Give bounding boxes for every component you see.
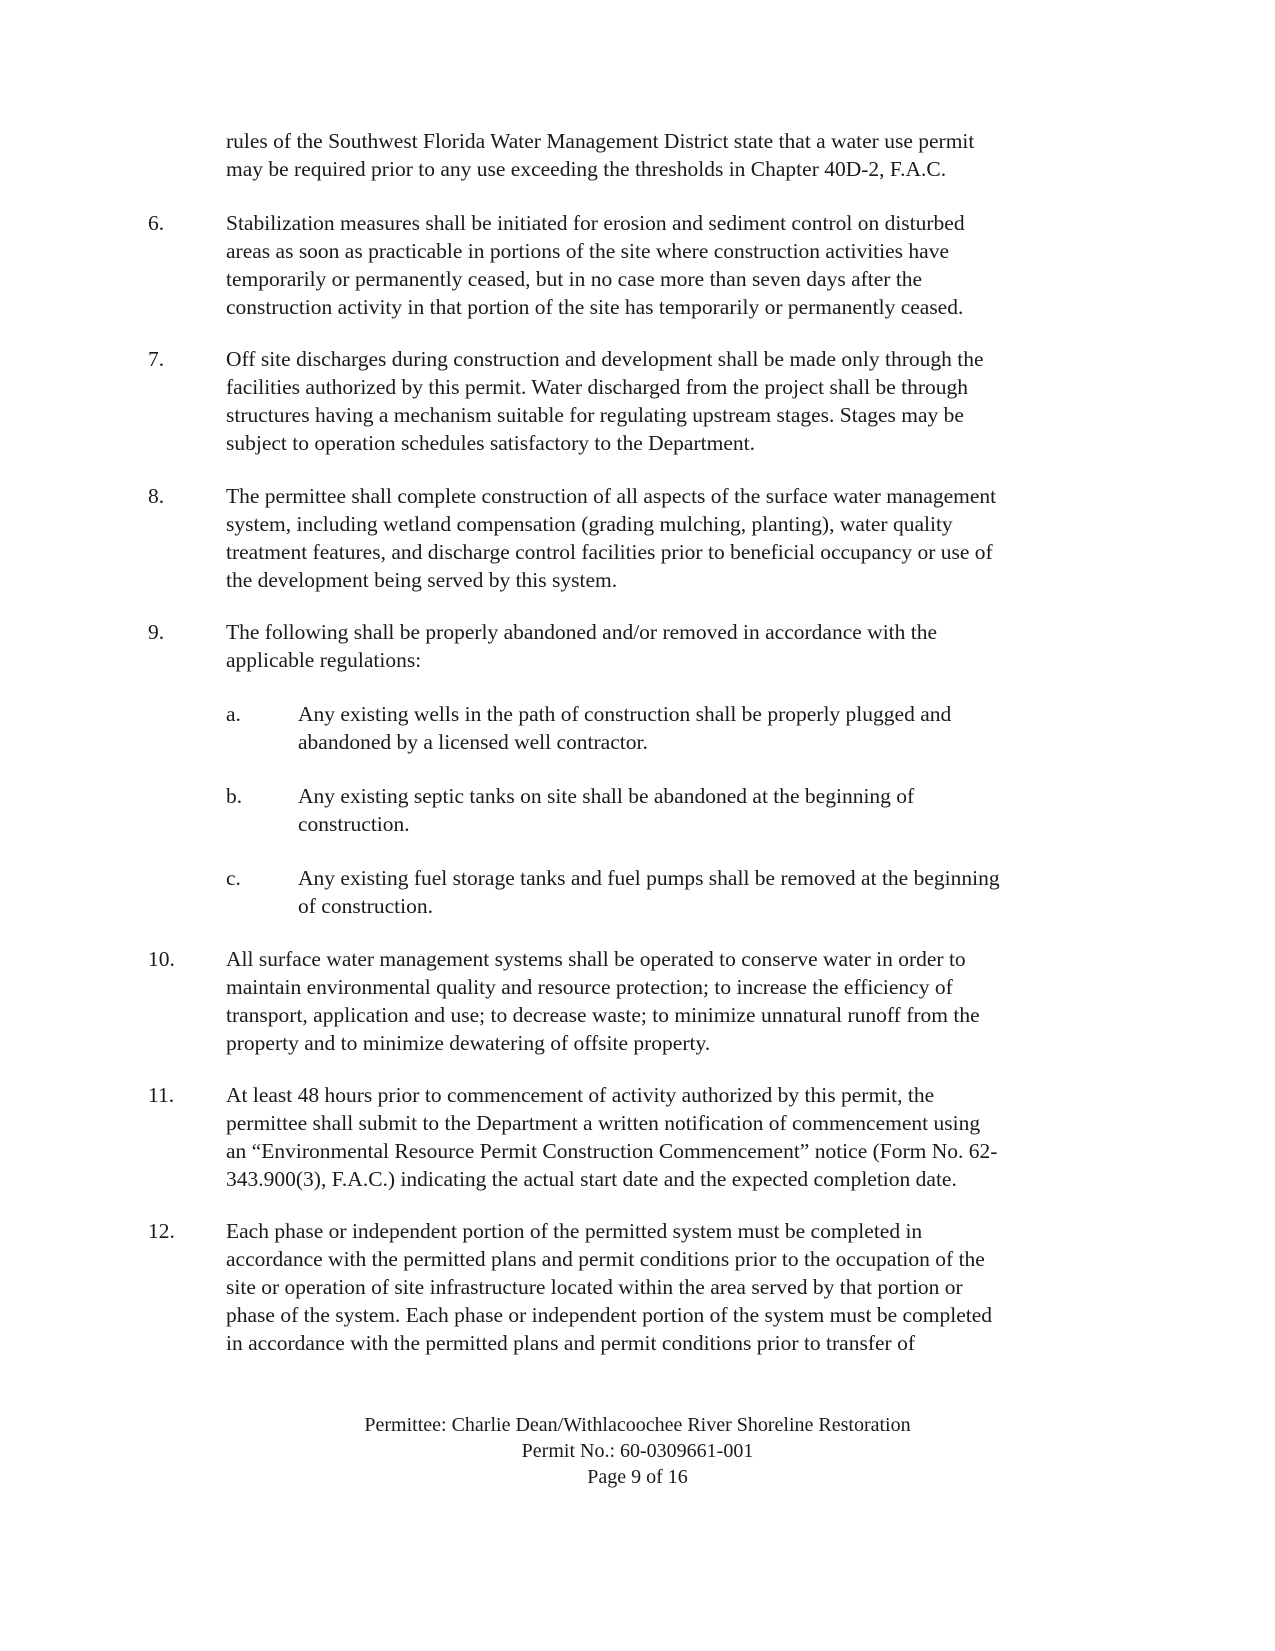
text-line: The permittee shall complete construction of all aspects of the surface water management bbox=[226, 484, 997, 508]
subitem-letter: c. bbox=[226, 866, 241, 890]
text-line: property and to minimize dewatering of offsite property. bbox=[226, 1031, 711, 1055]
text-line: areas as soon as practicable in portions of the site where construction activities have bbox=[226, 239, 949, 263]
text-line: treatment features, and discharge control facilities prior to beneficial occupancy or use of bbox=[226, 540, 993, 564]
item-number: 6. bbox=[148, 211, 165, 235]
text-line: facilities authorized by this permit. Water discharged from the project shall be through bbox=[226, 375, 968, 399]
sub-item-c bbox=[298, 864, 1098, 920]
list-item-6 bbox=[226, 209, 1106, 321]
text-line: abandoned by a licensed well contractor. bbox=[298, 730, 648, 754]
text-line: system, including wetland compensation (grading mulching, planting), water quality bbox=[226, 512, 953, 536]
text-line: Each phase or independent portion of the permitted system must be completed in bbox=[226, 1219, 923, 1243]
text-line: site or operation of site infrastructure located within the area served by that portion or bbox=[226, 1275, 963, 1299]
text-line: transport, application and use; to decrease waste; to minimize unnatural runoff from the bbox=[226, 1003, 980, 1027]
text-line: maintain environmental quality and resource protection; to increase the efficiency of bbox=[226, 975, 953, 999]
text-line: rules of the Southwest Florida Water Management District state that a water use permit bbox=[226, 129, 975, 153]
text-line: The following shall be properly abandoned and/or removed in accordance with the bbox=[226, 620, 938, 644]
item-number: 12. bbox=[148, 1219, 175, 1243]
page-footer bbox=[0, 1412, 1275, 1490]
text-line: in accordance with the permitted plans and permit conditions prior to transfer of bbox=[226, 1331, 915, 1355]
item-number: 7. bbox=[148, 347, 165, 371]
text-line: phase of the system. Each phase or independent portion of the system must be completed bbox=[226, 1303, 993, 1327]
subitem-letter: b. bbox=[226, 784, 243, 808]
sub-item-b bbox=[298, 782, 1098, 838]
text-line: temporarily or permanently ceased, but in no case more than seven days after the bbox=[226, 267, 923, 291]
text-line: subject to operation schedules satisfactory to the Department. bbox=[226, 431, 755, 455]
text-line: an “Environmental Resource Permit Construction Commencement” notice (Form No. 62- bbox=[226, 1139, 998, 1163]
item-number: 11. bbox=[148, 1083, 175, 1107]
text-line: Off site discharges during construction and development shall be made only through the bbox=[226, 347, 984, 371]
list-item-9 bbox=[226, 618, 1106, 674]
text-line: construction. bbox=[298, 812, 410, 836]
text-line: the development being served by this system. bbox=[226, 568, 618, 592]
list-item-7 bbox=[226, 345, 1106, 457]
text-line: construction activity in that portion of the site has temporarily or permanently ceased. bbox=[226, 295, 964, 319]
text-line: 343.900(3), F.A.C.) indicating the actual start date and the expected completion date. bbox=[226, 1167, 957, 1191]
text-line: Any existing wells in the path of construction shall be properly plugged and bbox=[298, 702, 952, 726]
text-line: Any existing septic tanks on site shall be abandoned at the beginning of bbox=[298, 784, 915, 808]
list-item-8 bbox=[226, 482, 1106, 594]
continuation-paragraph bbox=[226, 127, 1106, 183]
text-line: accordance with the permitted plans and permit conditions prior to the occupation of the bbox=[226, 1247, 985, 1271]
text-line: applicable regulations: bbox=[226, 648, 422, 672]
text-line: permittee shall submit to the Department a written notification of commencement using bbox=[226, 1111, 981, 1135]
text-line: All surface water management systems shall be operated to conserve water in order to bbox=[226, 947, 966, 971]
item-number: 10. bbox=[148, 947, 175, 971]
footer-permit-number: Permit No.: 60-0309661-001 bbox=[521, 1440, 754, 1462]
footer-permittee: Permittee: Charlie Dean/Withlacoochee River Shoreline Restoration bbox=[364, 1414, 911, 1436]
item-number: 9. bbox=[148, 620, 165, 644]
list-item-11 bbox=[226, 1081, 1106, 1193]
text-line: Any existing fuel storage tanks and fuel pumps shall be removed at the beginning bbox=[298, 866, 1000, 890]
footer-page-number: Page 9 of 16 bbox=[587, 1466, 688, 1488]
list-item-12 bbox=[226, 1217, 1106, 1357]
item-number: 8. bbox=[148, 484, 165, 508]
text-line: of construction. bbox=[298, 894, 433, 918]
text-line: structures having a mechanism suitable for regulating upstream stages. Stages may be bbox=[226, 403, 964, 427]
text-line: may be required prior to any use exceeding the thresholds in Chapter 40D-2, F.A.C. bbox=[226, 157, 947, 181]
text-line: At least 48 hours prior to commencement of activity authorized by this permit, the bbox=[226, 1083, 935, 1107]
sub-item-a bbox=[298, 700, 1098, 756]
text-line: Stabilization measures shall be initiated for erosion and sediment control on disturbed bbox=[226, 211, 965, 235]
list-item-10 bbox=[226, 945, 1106, 1057]
subitem-letter: a. bbox=[226, 702, 241, 726]
